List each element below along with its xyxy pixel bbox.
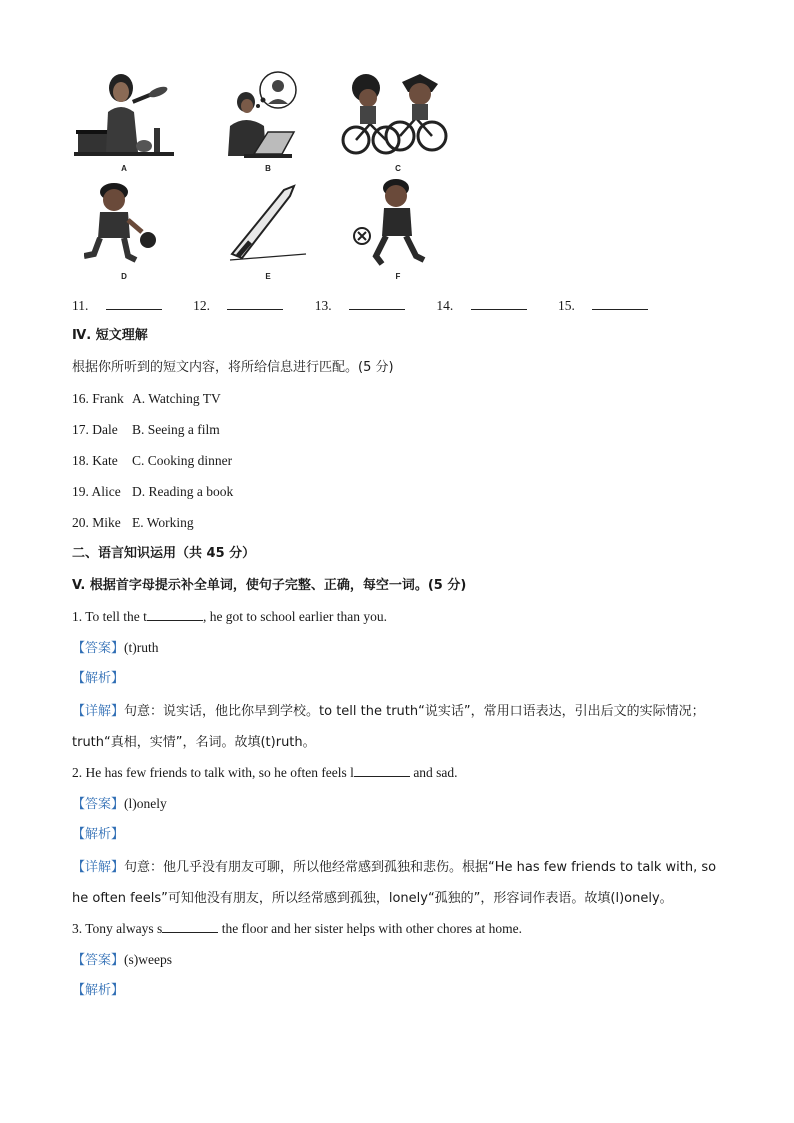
picture-d (84, 180, 160, 266)
picture-e (228, 184, 308, 262)
match-row (72, 390, 221, 408)
picture-label-e: E (265, 272, 271, 281)
answer-blank[interactable] (349, 297, 405, 310)
match-name: 17. Dale (72, 422, 118, 437)
answer-blank[interactable] (162, 920, 218, 933)
match-row (72, 483, 233, 501)
picture-label-f: F (395, 272, 401, 281)
answer-tag: 【答案】 (72, 797, 125, 812)
answer-tag: 【答案】 (72, 641, 125, 656)
question-text: 3. Tony always s (72, 921, 163, 936)
answer-blank[interactable] (592, 297, 648, 310)
answer-text: (t)ruth (124, 640, 159, 655)
answer-blank[interactable] (227, 297, 283, 310)
picture-f (352, 176, 436, 268)
picture-label-b: B (265, 164, 271, 173)
detail-text: 句意：他几乎没有朋友可聊，所以他经常感到孤独和悲伤。根据“He has few friends to talk with, so he often feels”可知他没有朋友，所以经常感到孤独，lonely“孤独的”，形容词作表语。故填(l)onely。 (72, 860, 717, 906)
man-phone-laptop-icon (220, 70, 300, 160)
answer-2 (72, 795, 167, 814)
section-4-instruction: 根据你所听到的短文内容，将所给信息进行匹配。(5 分) (72, 360, 394, 375)
answer-blank[interactable] (471, 297, 527, 310)
question-text: the floor and her sister helps with other chores at home. (218, 921, 522, 936)
kids-cycling-icon (340, 72, 448, 158)
analysis-tag: 【解析】 (72, 983, 125, 998)
question-3 (72, 920, 522, 938)
answer-blanks-row (72, 297, 676, 315)
answer-blank[interactable] (147, 608, 203, 621)
answer-1 (72, 639, 159, 658)
match-option: D. Reading a book (132, 484, 234, 499)
match-row (72, 421, 220, 439)
picture-label-c: C (395, 164, 401, 173)
question-1 (72, 608, 387, 626)
detail-2 (72, 852, 722, 914)
picture-label-d: D (121, 272, 127, 281)
woman-cooking-icon (74, 72, 174, 160)
question-text: 1. To tell the t (72, 609, 147, 624)
question-text: , he got to school earlier than you. (202, 609, 388, 624)
match-option: A. Watching TV (132, 391, 221, 406)
match-name: 18. Kate (72, 453, 118, 468)
match-row (72, 514, 194, 532)
knife-icon (228, 184, 308, 262)
picture-a (74, 72, 174, 160)
detail-1 (72, 696, 722, 758)
part-2-title: 二、语言知识运用（共 45 分） (72, 546, 256, 561)
blank-number: 14. (436, 298, 454, 313)
answer-text: (l)onely (124, 796, 167, 811)
question-text: and sad. (409, 765, 458, 780)
answer-tag: 【答案】 (72, 953, 125, 968)
detail-tag: 【详解】 (72, 860, 125, 875)
blank-number: 13. (314, 298, 332, 313)
blank-number: 15. (558, 298, 575, 313)
match-option: E. Working (132, 515, 194, 530)
picture-b (220, 70, 300, 160)
match-option: B. Seeing a film (132, 422, 220, 437)
answer-text: (s)weeps (124, 952, 172, 967)
match-name: 19. Alice (72, 484, 121, 499)
analysis-tag: 【解析】 (72, 827, 125, 842)
question-text: 2. He has few friends to talk with, so he often feels l (72, 765, 354, 780)
picture-label-a: A (121, 164, 127, 173)
answer-blank[interactable] (354, 764, 410, 777)
detail-text: 句意：说实话，他比你早到学校。to tell the truth“说实话”，常用口语表达，引出后文的实际情况；truth“真相，实情”，名词。故填(t)ruth。 (72, 704, 705, 750)
section-4-title: Ⅳ. 短文理解 (72, 328, 148, 343)
match-name: 16. Frank (72, 391, 124, 406)
detail-tag: 【详解】 (72, 704, 125, 719)
boy-basketball-icon (84, 180, 160, 266)
blank-number: 12. (193, 298, 210, 313)
match-option: C. Cooking dinner (132, 453, 233, 468)
picture-c (340, 72, 448, 158)
match-name: 20. Mike (72, 515, 121, 530)
section-5-title: V. 根据首字母提示补全单词，使句子完整、正确，每空一词。(5 分) (72, 578, 467, 593)
question-2 (72, 764, 458, 782)
blank-number: 11. (72, 298, 89, 313)
match-row (72, 452, 232, 470)
analysis-tag: 【解析】 (72, 671, 125, 686)
answer-blank[interactable] (106, 297, 162, 310)
boy-soccer-icon (352, 176, 436, 268)
answer-3 (72, 951, 172, 970)
